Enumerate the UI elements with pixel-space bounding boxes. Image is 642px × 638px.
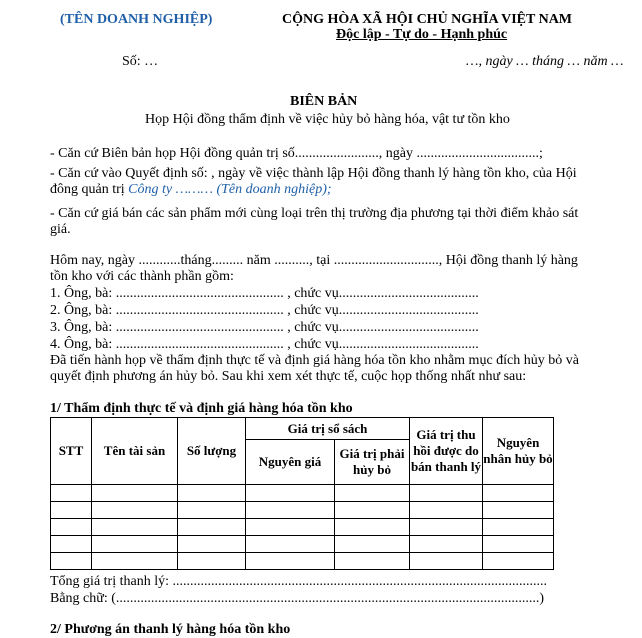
amount-in-words-line: Bằng chữ: (.........................................................................................................................) bbox=[50, 591, 545, 606]
col-stt-header: STT bbox=[51, 418, 92, 485]
section-2-heading: 2/ Phương án thanh lý hàng hóa tồn kho bbox=[50, 622, 291, 637]
basis-line-3b: giá. bbox=[50, 222, 71, 237]
basis-line-1: - Căn cứ Biên bản họp Hội đồng quản trị số........................, ngày ...................................; bbox=[50, 146, 543, 161]
total-value-line: Tổng giá trị thanh lý: ........................................................................................................... bbox=[50, 574, 547, 589]
company-placeholder: Công ty ……… (Tên doanh nghiệp); bbox=[128, 182, 332, 197]
meeting-line-1: Hôm nay, ngày ............tháng......... năm .........., tại .............................., Hội đồng thanh lý hàng bbox=[50, 253, 578, 268]
company-name: (TÊN DOANH NGHIỆP) bbox=[60, 12, 213, 27]
table-row bbox=[51, 502, 554, 519]
meeting-line-2: tồn kho với các thành phần gồm: bbox=[50, 269, 234, 284]
inventory-table bbox=[50, 417, 554, 570]
col-qty-header: Số lượng bbox=[178, 418, 246, 485]
table-row bbox=[51, 485, 554, 502]
table-row bbox=[51, 519, 554, 536]
member-3: 3. Ông, bà: ................................................ , chức vụ........................................ bbox=[50, 320, 479, 335]
national-motto: Độc lập - Tự do - Hạnh phúc bbox=[336, 27, 508, 42]
result-line-2: quyết định phương án hủy bỏ. Sau khi xem xét thực tế, cuộc họp thống nhất như sau: bbox=[50, 369, 527, 384]
col-remain-header: Giá trị phải hủy bỏ bbox=[335, 440, 410, 485]
document-number: Số: … bbox=[122, 54, 159, 69]
col-book-value-header: Giá trị sổ sách bbox=[246, 418, 410, 440]
col-name-header: Tên tài sản bbox=[92, 418, 178, 485]
basis-line-2b bbox=[50, 182, 332, 198]
col-recover-header: Giá trị thu hồi được do bán thanh lý bbox=[410, 418, 483, 485]
member-4: 4. Ông, bà: ................................................ , chức vụ........................................ bbox=[50, 337, 479, 352]
nation-name: CỘNG HÒA XÃ HỘI CHỦ NGHĨA VIỆT NAM bbox=[282, 12, 573, 27]
table-row bbox=[51, 553, 554, 570]
basis-line-3a: - Căn cứ giá bán các sản phẩm mới cùng loại trên thị trường địa phương tại thời điểm khảo sát bbox=[50, 206, 579, 221]
col-orig-header: Nguyên giá bbox=[246, 440, 335, 485]
basis-line-2b-prefix: đông quản trị bbox=[50, 182, 129, 197]
section-1-heading: 1/ Thẩm định thực tế và định giá hàng hóa tồn kho bbox=[50, 401, 353, 416]
member-2: 2. Ông, bà: ................................................ , chức vụ........................................ bbox=[50, 303, 479, 318]
col-reason-header: Nguyên nhân hủy bỏ bbox=[483, 418, 554, 485]
table-row bbox=[51, 536, 554, 553]
basis-line-2a: - Căn cứ vào Quyết định số: , ngày về việc thành lập Hội đồng thanh lý hàng tồn kho, của Hội bbox=[50, 166, 577, 181]
result-line-1: Đã tiến hành họp về thẩm định thực tế và định giá hàng hóa tồn kho nhằm mục đích hủy bỏ và bbox=[50, 353, 579, 368]
document-date: …, ngày … tháng … năm … bbox=[466, 54, 624, 69]
member-1: 1. Ông, bà: ................................................ , chức vụ........................................ bbox=[50, 286, 479, 301]
document-title: BIÊN BẢN bbox=[290, 94, 358, 109]
document-subtitle: Họp Hội đồng thẩm định về việc hủy bỏ hàng hóa, vật tư tồn kho bbox=[145, 112, 510, 127]
